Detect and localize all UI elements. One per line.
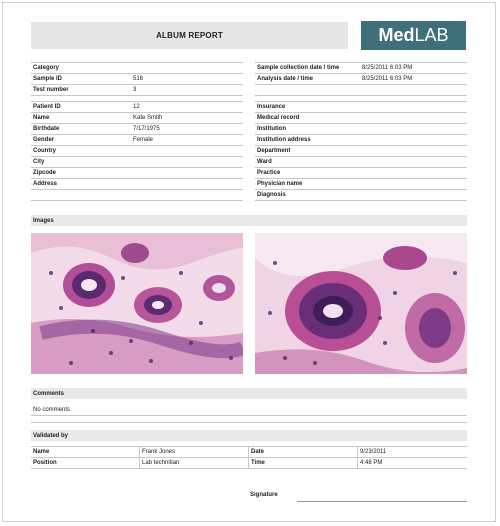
field-value (131, 168, 243, 179)
field-label: Category (31, 63, 131, 74)
table-row (31, 179, 243, 190)
field-label: Institution address (255, 135, 360, 146)
table-row (31, 74, 243, 85)
field-label: Name (31, 447, 140, 458)
field-value (360, 124, 467, 135)
table-row (255, 179, 467, 190)
field-label: Gender (31, 135, 131, 146)
field-label: Institution (255, 124, 360, 135)
field-label: Date (249, 447, 358, 458)
field-label: Country (31, 146, 131, 157)
field-value (360, 168, 467, 179)
table-row (31, 168, 243, 179)
field-label: Diagnosis (255, 190, 360, 201)
table-row (255, 157, 467, 168)
table-row (31, 102, 243, 113)
report-title: ALBUM REPORT (31, 22, 348, 49)
images-section-header: Images (31, 215, 467, 226)
signature-label: Signature (250, 492, 278, 498)
table-row (255, 63, 467, 74)
field-value: Lab technitian (140, 458, 249, 469)
field-value (360, 135, 467, 146)
field-label: Sample collection date / time (255, 63, 360, 74)
field-value (360, 157, 467, 168)
field-value: Female (131, 135, 243, 146)
field-value: Kate Smith (131, 113, 243, 124)
table-row (31, 113, 243, 124)
table-row (255, 85, 467, 96)
field-label (31, 190, 131, 201)
field-label: Time (249, 458, 358, 469)
medlab-logo (361, 21, 466, 50)
field-value (360, 85, 467, 96)
field-value (131, 190, 243, 201)
field-label: Position (31, 458, 140, 469)
field-label: Birthdate (31, 124, 131, 135)
field-value (360, 146, 467, 157)
table-row (31, 63, 243, 74)
comments-text: No comments (31, 404, 467, 416)
field-value: 3 (131, 85, 243, 96)
comments-section-header: Comments (31, 388, 467, 399)
table-row (255, 146, 467, 157)
table-row (255, 113, 467, 124)
field-label: City (31, 157, 131, 168)
field-value: 4:48 PM (358, 458, 468, 469)
field-value (131, 63, 243, 74)
field-label: Practice (255, 168, 360, 179)
field-value: 516 (131, 74, 243, 85)
table-row (255, 74, 467, 85)
field-value: Frank Jones (140, 447, 249, 458)
table-row (31, 85, 243, 96)
field-label: Analysis date / time (255, 74, 360, 85)
table-row (255, 190, 467, 201)
table-row (255, 168, 467, 179)
field-label: Sample ID (31, 74, 131, 85)
field-value (360, 179, 467, 190)
histology-image-1 (31, 233, 243, 374)
field-value (131, 157, 243, 168)
field-value: 8/25/2011 6:03 PM (360, 74, 467, 85)
institution-info-table (255, 101, 467, 201)
table-row (31, 135, 243, 146)
field-label: Medical record (255, 113, 360, 124)
field-value (360, 102, 467, 113)
field-label: Ward (255, 157, 360, 168)
field-label (255, 85, 360, 96)
field-value (131, 179, 243, 190)
field-value (360, 190, 467, 201)
logo-med-text: Med (378, 25, 415, 45)
field-label: Name (31, 113, 131, 124)
field-label: Address (31, 179, 131, 190)
table-row (31, 124, 243, 135)
validated-section-header: Validated by (31, 430, 467, 441)
field-label: Test number (31, 85, 131, 96)
field-value: 8/25/2011 6:03 PM (360, 63, 467, 74)
table-row (31, 447, 467, 458)
field-value (360, 113, 467, 124)
validation-table (31, 446, 467, 469)
field-label: Physician name (255, 179, 360, 190)
table-row (31, 458, 467, 469)
logo-lab-text: LAB (414, 25, 449, 45)
field-label: Zipcode (31, 168, 131, 179)
patient-info-table (31, 101, 243, 201)
table-row (31, 146, 243, 157)
field-value (131, 146, 243, 157)
field-value: 7/17/1975 (131, 124, 243, 135)
comments-divider (31, 422, 467, 423)
field-label: Department (255, 146, 360, 157)
field-value: 12 (131, 102, 243, 113)
table-row (31, 157, 243, 168)
field-value: 9/23/2011 (358, 447, 468, 458)
table-row (255, 135, 467, 146)
table-row (255, 124, 467, 135)
signature-line (297, 501, 467, 502)
field-label: Patient ID (31, 102, 131, 113)
table-row (255, 102, 467, 113)
field-label: Insurance (255, 102, 360, 113)
table-row (31, 190, 243, 201)
histology-image-2 (255, 233, 467, 374)
sample-dates-table (255, 62, 467, 96)
sample-info-table (31, 62, 243, 96)
